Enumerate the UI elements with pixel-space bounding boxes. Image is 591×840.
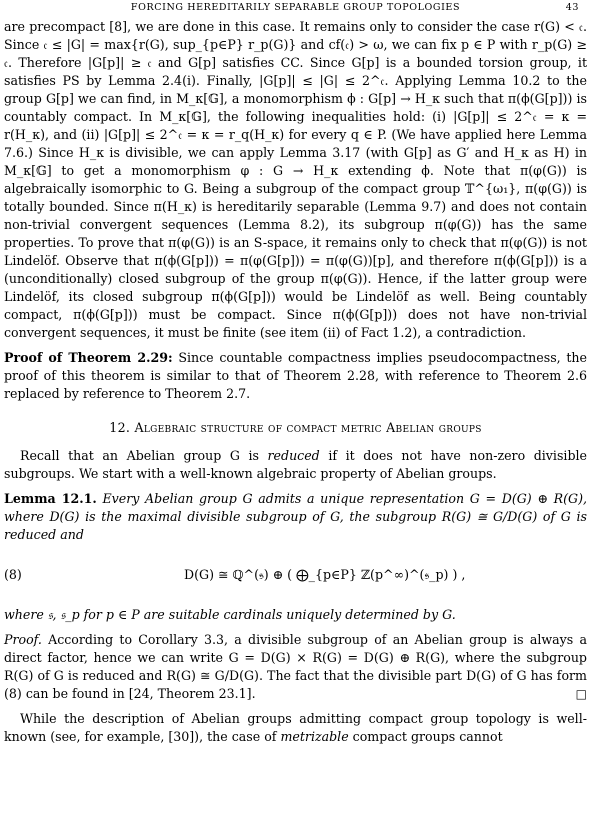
intro-term: reduced bbox=[267, 448, 320, 463]
page-number: 43 bbox=[565, 2, 579, 13]
proof-theorem-2-29-text: Since countable compactness implies pseudocompactness, the proof of this theorem is similar to that of Theorem 2.28, with reference to Theorem 2.6 replaced by reference to Theorem 2.7. bbox=[4, 350, 587, 401]
proof-text: According to Corollary 3.3, a divisible subgroup of an Abelian group is always a direct factor, hence we can write G = D(G) × R(G) = D(G) ⊕ R(G), where the subgroup R(G) of G is reduced and R(G) ≅ G/D(G). The fact that the divisible part D(G) of G has form (8) can be found in [24, Theorem 23.1]. bbox=[4, 632, 587, 701]
equation-8 bbox=[4, 548, 587, 602]
lemma-tail: where 𝔰, 𝔰_p for p ∈ P are suitable cardinals uniquely determined by G. bbox=[4, 607, 456, 622]
equation-label: (8) bbox=[4, 567, 22, 582]
lemma-label: Lemma 12.1. bbox=[4, 491, 97, 506]
running-header bbox=[4, 2, 587, 16]
closing-after: compact groups cannot bbox=[348, 729, 503, 744]
equation-body: D(G) ≅ ℚ^(𝔰) ⊕ ( ⨁_{p∈P} ℤ(p^∞)^(𝔰_p) ) , bbox=[184, 567, 466, 582]
lemma-12-1 bbox=[4, 490, 587, 544]
paragraph-proof-continuation: are precompact [8], we are done in this case. It remains only to consider the case r(G) < 𝔠. Since 𝔠 ≤ |G| = max{r(G), sup_{p∈P} r_p(G)} and cf(𝔠) > ω, we can fix p ∈ P with r_p(G) ≥ 𝔠. Therefore |G[p]| ≥ 𝔠 and G[p] satisfies CC. Since G[p] is a bounded torsion group, it satisfies PS by Lemma 2.4(i). Finally, |G[p]| ≤ |G| ≤ 2^𝔠. Applying Lemma 10.2 to the group G[p] we can find, in M_κ[𝔾], a monomorphism ϕ : G[p] → H_κ such that π(ϕ(G[p])) is countably compact. In M_κ[𝔾], the following inequalities hold: (i) |G[p]| ≤ 2^𝔠 = κ = r(H_κ), and (ii) |G[p]| ≤ 2^𝔠 = κ = r_q(H_κ) for every q ∈ P. (We have applied here Lemma 7.6.) Since H_κ is divisible, we can apply Lemma 3.17 (with G[p] as G′ and H_κ as H) in M_κ[𝔾] to get a monomorphism φ : G → H_κ extending ϕ. Note that π(φ(G)) is algebraically isomorphic to G. Being a subgroup of the compact group 𝕋^{ω₁}, π(φ(G)) is totally bounded. Since π(H_κ) is hereditarily separable (Lemma 9.7) and does not contain non-trivial convergent sequences (Lemma 8.2), its subgroup π(φ(G)) has the same properties. To prove that π(φ(G)) is an S-space, it remains only to check that π(φ(G)) is not Lindelöf. Observe that π(ϕ(G[p])) = π(φ(G[p])) = π(φ(G))[p], and therefore π(ϕ(G[p])) is a (unconditionally) closed subgroup of the group π(φ(G)). Hence, if the latter group were Lindelöf, its closed subgroup π(ϕ(G[p])) would be Lindelöf as well. Being countably compact, π(ϕ(G[p])) must be compact. Since π(ϕ(G[p])) does not have non-trivial convergent sequences, it must be finite (see item (ii) of Fact 1.2), a contradiction. bbox=[4, 19, 587, 340]
closing-before: While the description of Abelian groups admitting compact group topology is well-known (see, for example, [30]), the case of bbox=[4, 711, 587, 744]
qed-symbol: □ bbox=[575, 687, 587, 701]
intro-after: if it does not have non-zero divisible subgroups. We start with a well-known algebraic property of Abelian groups. bbox=[4, 448, 587, 481]
closing-term: metrizable bbox=[280, 729, 349, 744]
lemma-text: Every Abelian group G admits a unique representation G = D(G) ⊕ R(G), where D(G) is the maximal divisible subgroup of G, the subgroup R(G) ≅ G/D(G) of G is reduced and bbox=[4, 491, 587, 542]
running-title: FORCING HEREDITARILY SEPARABLE GROUP TOPOLOGIES bbox=[130, 2, 461, 13]
proof-lemma-12-1 bbox=[4, 631, 587, 703]
intro-before: Recall that an Abelian group G is bbox=[20, 448, 268, 463]
proof-label: Proof. bbox=[4, 632, 42, 647]
proof-theorem-2-29 bbox=[4, 349, 587, 403]
section-title: 12. Algebraic structure of compact metric Abelian groups bbox=[109, 420, 482, 435]
proof-theorem-2-29-heading: Proof of Theorem 2.29: bbox=[4, 350, 173, 365]
closing-paragraph bbox=[4, 710, 587, 746]
intro-paragraph bbox=[4, 447, 587, 483]
body-text bbox=[4, 18, 587, 746]
